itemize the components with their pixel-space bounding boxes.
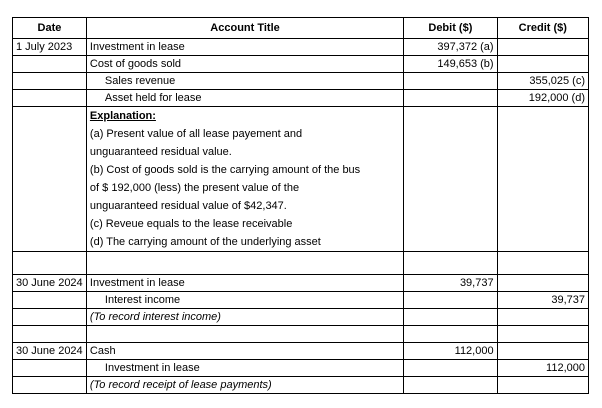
date-cell <box>13 360 87 377</box>
table-row <box>13 343 589 360</box>
table-row <box>13 292 589 309</box>
table-row <box>13 275 589 292</box>
debit-cell <box>404 292 497 309</box>
table-row <box>13 39 589 56</box>
credit-cell: 39,737 <box>497 292 588 309</box>
explanation-line: of $ 192,000 (less) the present value of the <box>89 182 300 194</box>
credit-cell <box>497 39 588 56</box>
account-cell: Sales revenue <box>86 73 403 90</box>
credit-cell <box>497 107 588 252</box>
debit-cell <box>404 309 497 326</box>
credit-cell: 192,000 (d) <box>497 90 588 107</box>
explanation-row <box>13 107 589 252</box>
credit-cell <box>497 309 588 326</box>
account-cell: Investment in lease <box>86 360 403 377</box>
explanation-line: unguaranteed residual value. <box>89 146 232 158</box>
debit-cell: 397,372 (a) <box>404 39 497 56</box>
explanation-line: (d) The carrying amount of the underlying asset <box>89 236 321 248</box>
account-cell: Interest income <box>86 292 403 309</box>
date-cell <box>13 309 87 326</box>
debit-cell: 39,737 <box>404 275 497 292</box>
entry1-date: 1 July 2023 <box>13 39 87 56</box>
table-row <box>13 360 589 377</box>
narration-row <box>13 309 589 326</box>
credit-cell <box>497 56 588 73</box>
narration-cell: (To record interest income) <box>86 309 403 326</box>
explanation-line: unguaranteed residual value of $42,347. <box>89 200 287 212</box>
date-cell <box>13 56 87 73</box>
explanation-heading: Explanation: <box>89 110 156 122</box>
narration-row <box>13 377 589 394</box>
date-cell <box>13 107 87 252</box>
account-cell: Cost of goods sold <box>86 56 403 73</box>
date-cell <box>13 90 87 107</box>
spacer-row <box>13 252 589 275</box>
debit-cell <box>404 377 497 394</box>
credit-cell <box>497 343 588 360</box>
spacer-row <box>13 326 589 343</box>
credit-cell: 355,025 (c) <box>497 73 588 90</box>
header-row <box>13 18 589 39</box>
date-cell <box>13 292 87 309</box>
header-credit: Credit ($) <box>497 18 588 39</box>
account-cell: Asset held for lease <box>86 90 403 107</box>
debit-cell <box>404 73 497 90</box>
credit-cell <box>497 377 588 394</box>
account-cell: Cash <box>86 343 403 360</box>
debit-cell: 112,000 <box>404 343 497 360</box>
header-debit: Debit ($) <box>404 18 497 39</box>
explanation-cell <box>86 107 403 252</box>
debit-cell <box>404 107 497 252</box>
explanation-line: (c) Reveue equals to the lease receivable <box>89 218 293 230</box>
table-row <box>13 90 589 107</box>
date-cell <box>13 377 87 394</box>
account-cell: Investment in lease <box>86 39 403 56</box>
explanation-line: (a) Present value of all lease payement and <box>89 128 303 140</box>
debit-cell <box>404 90 497 107</box>
journal-table <box>12 17 589 394</box>
debit-cell: 149,653 (b) <box>404 56 497 73</box>
entry3-date: 30 June 2024 <box>13 343 87 360</box>
header-account-title: Account Title <box>86 18 403 39</box>
explanation-line: (b) Cost of goods sold is the carrying amount of the bus <box>89 164 361 176</box>
journal-entries-sheet <box>12 17 589 394</box>
entry2-date: 30 June 2024 <box>13 275 87 292</box>
credit-cell: 112,000 <box>497 360 588 377</box>
table-row <box>13 73 589 90</box>
credit-cell <box>497 275 588 292</box>
debit-cell <box>404 360 497 377</box>
account-cell: Investment in lease <box>86 275 403 292</box>
header-date: Date <box>13 18 87 39</box>
table-row <box>13 56 589 73</box>
date-cell <box>13 73 87 90</box>
narration-cell: (To record receipt of lease payments) <box>86 377 403 394</box>
